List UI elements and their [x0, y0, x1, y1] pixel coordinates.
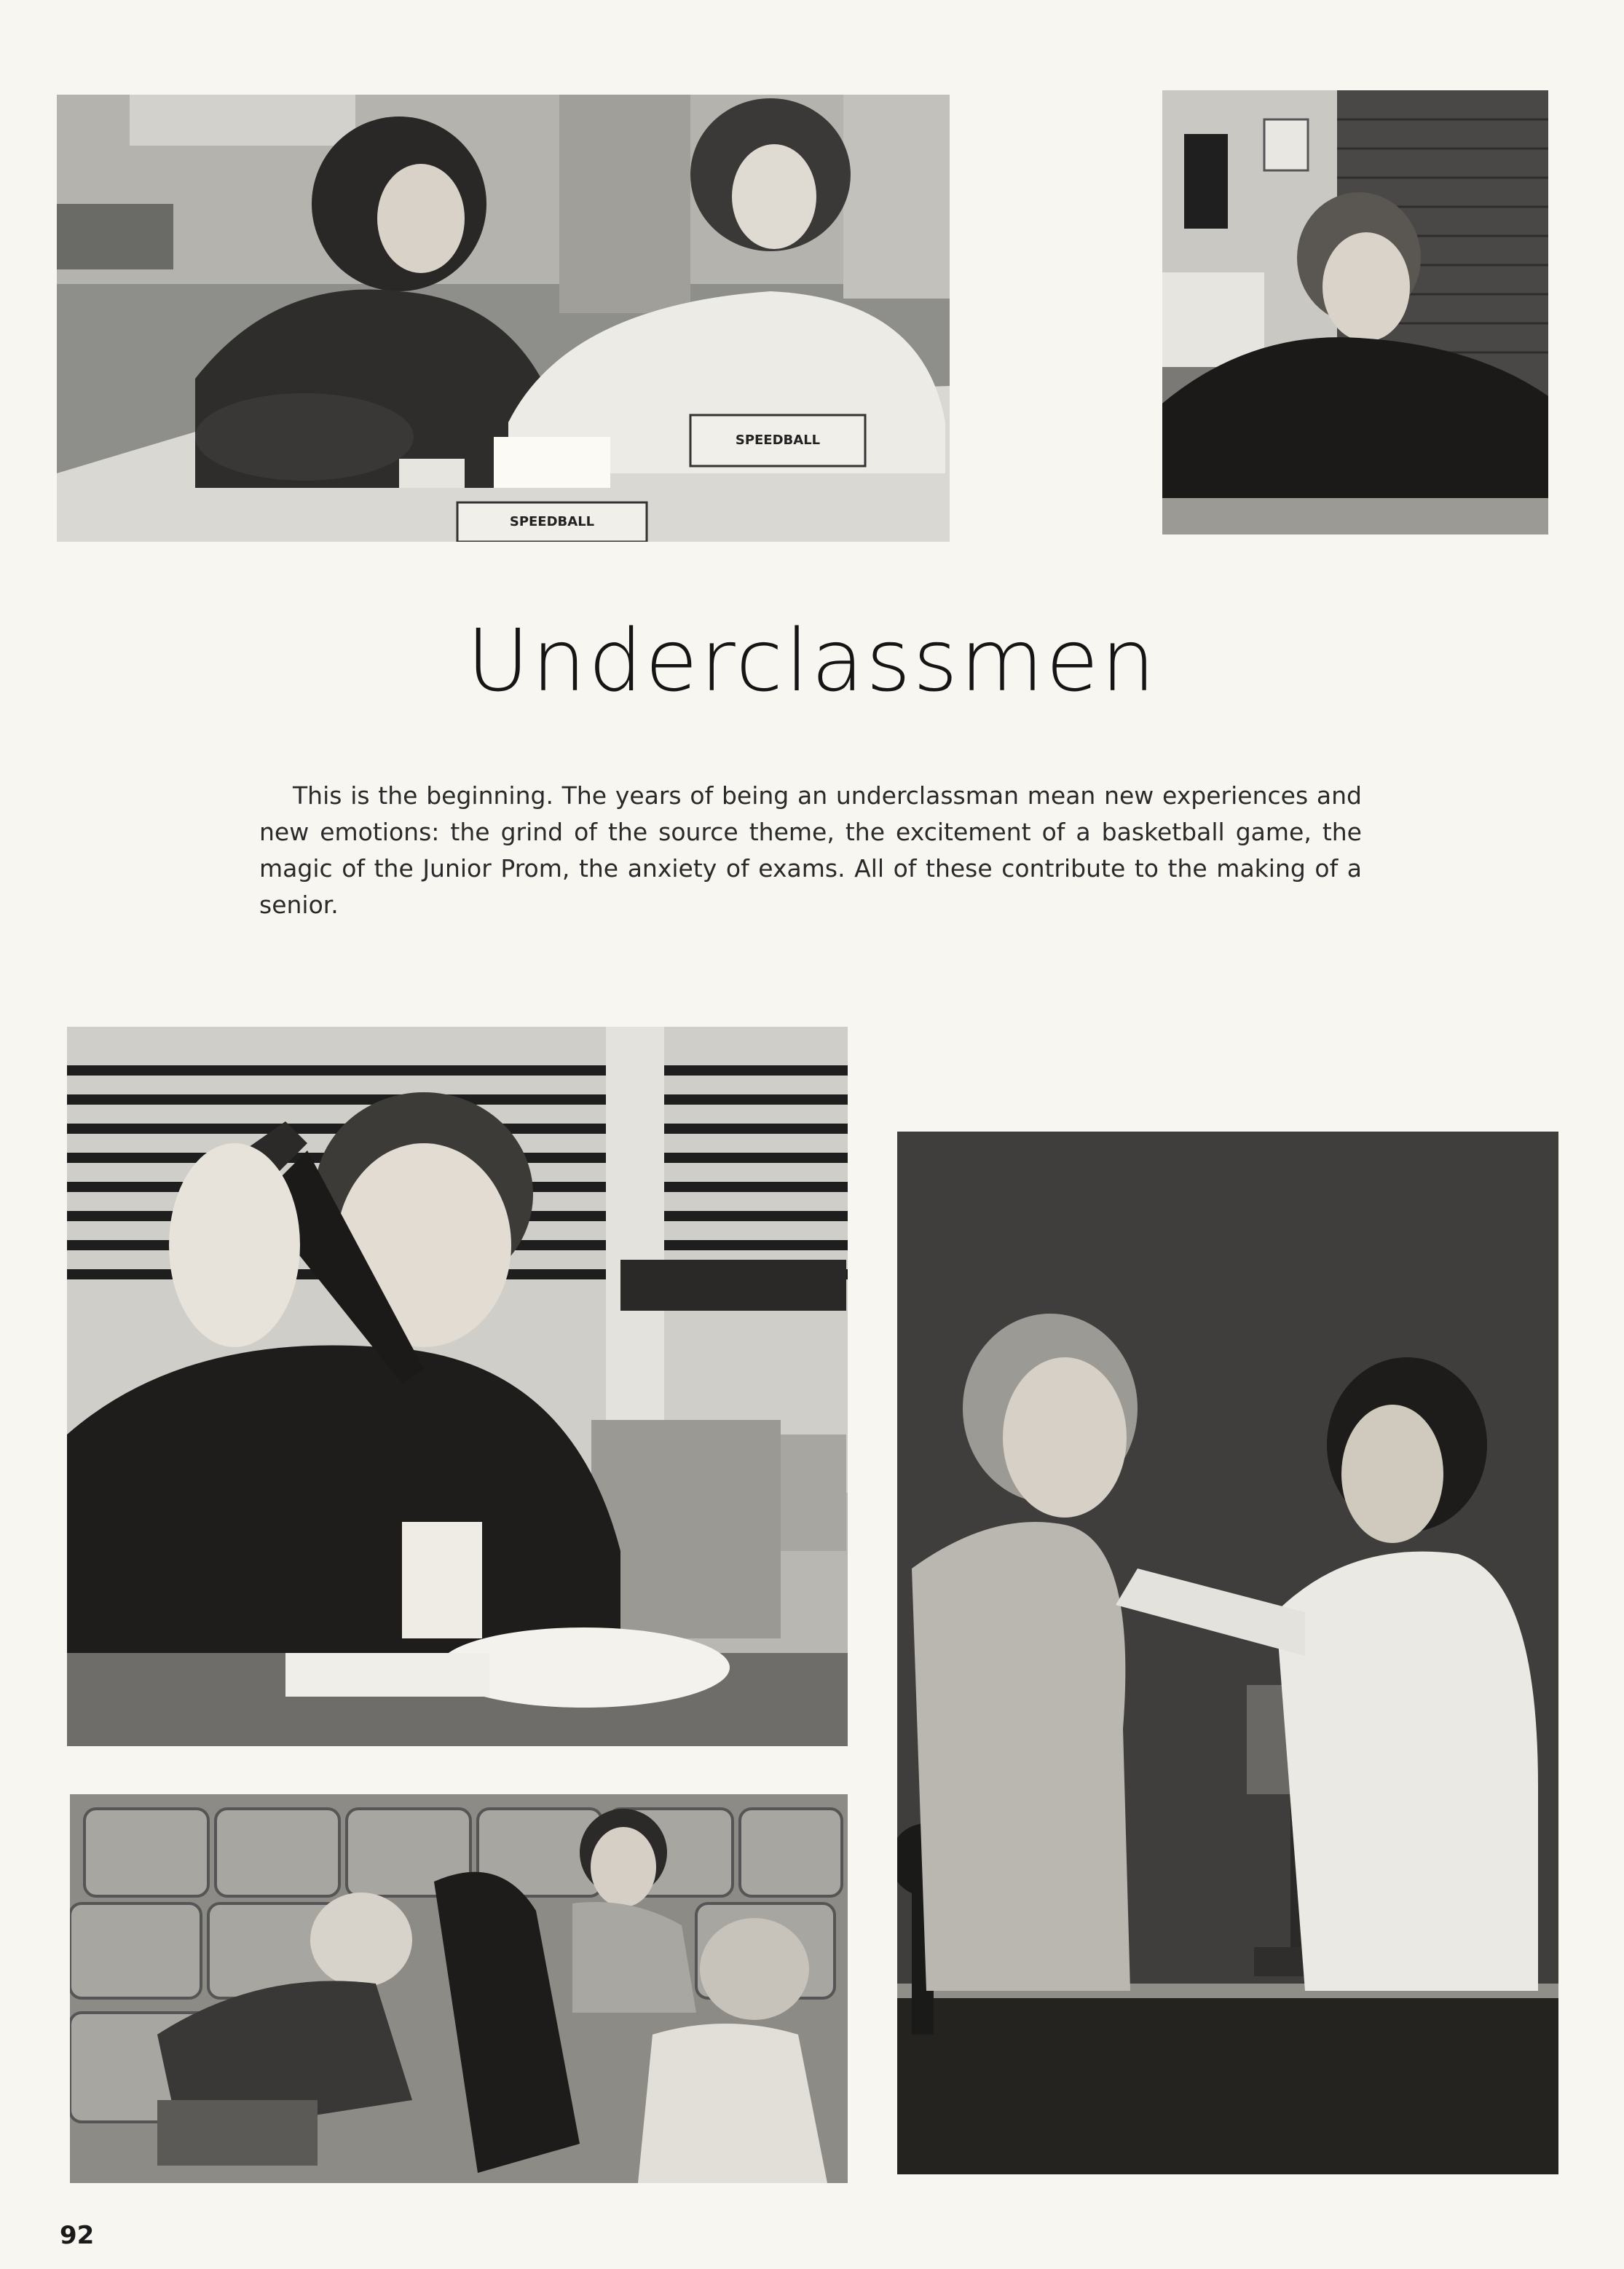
page-number: 92 — [60, 2221, 95, 2250]
photo-stage-scene-two-students — [897, 1132, 1558, 2174]
photo-boy-by-brick-wall — [1162, 90, 1548, 534]
speedball-box-label-2: SPEEDBALL — [509, 514, 595, 529]
page-title: Underclassmen — [466, 610, 1158, 711]
photo-students-linoleum-cutting — [57, 95, 950, 542]
photo-boy-pouring-bottle — [67, 1027, 848, 1746]
speedball-box-label-1: SPEEDBALL — [735, 433, 821, 448]
photo-students-auditorium-seats — [70, 1794, 848, 2183]
intro-paragraph: This is the beginning. The years of being an underclassman mean new experiences and new emotions: the grind of the source theme, the excitement of a basketball game, the magic of the Junior Prom, the anxiety of exams. All of these contribute to the making of a senior. — [259, 781, 1362, 919]
